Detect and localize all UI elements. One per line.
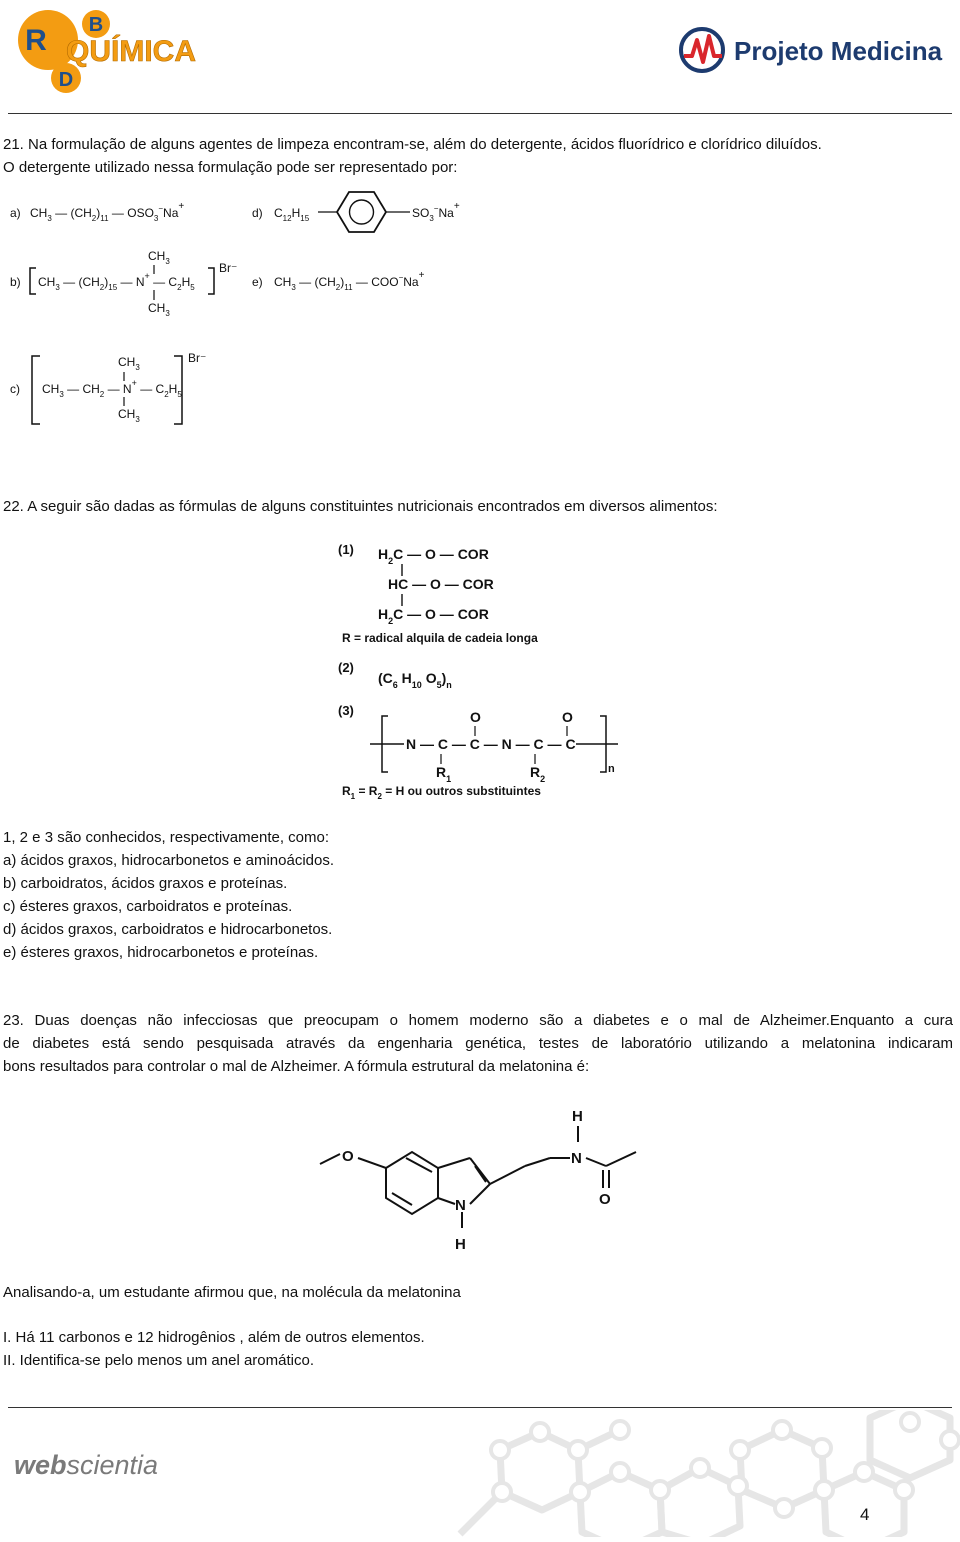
q22-answer-b: b) carboidratos, ácidos graxos e proteínas.	[3, 875, 288, 892]
page-number: 4	[860, 1505, 870, 1524]
structure-1-row2: HC — O — COR	[388, 576, 494, 592]
q23-item-1: I. Há 11 carbonos e 12 hidrogênios , além de outros elementos.	[3, 1329, 425, 1346]
indole-nitrogen: N	[455, 1197, 466, 1214]
logo-word-quimica: QUÍMICA	[66, 35, 196, 68]
structure-2-formula: ($C_6$ $H_{10}$ $O_5)_n$	[378, 670, 452, 690]
option-b-formula: $CH_3$ — $(CH_2)_{15}$ — N+ — $C_2H_5$	[38, 271, 195, 292]
structure-3-note: $R_1 = R_2 = H$ ou outros substituintes	[342, 784, 541, 801]
option-c-label: c)	[10, 382, 20, 396]
melatonin-structure	[310, 1100, 650, 1260]
logo-letter-r: R	[25, 24, 47, 57]
q23-stem-line2: de diabetes está sendo pesquisada através da engenharia genética, testes de laboratório utilizando a melatonina indicaram	[3, 1035, 953, 1052]
q23-analysis: Analisando-a, um estudante afirmou que, na molécula da melatonina	[3, 1284, 461, 1301]
benzene-ring-icon	[337, 192, 386, 232]
svg-text:n: n	[608, 763, 615, 775]
q21-stem-line2: O detergente utilizado nessa formulação pode ser representado por:	[3, 159, 458, 176]
q23-stem-line3: bons resultados para controlar o mal de Alzheimer. A fórmula estrutural da melatonina é:	[3, 1058, 590, 1075]
amide-hydrogen: H	[572, 1108, 583, 1125]
indole-hydrogen: H	[455, 1236, 466, 1253]
header-divider	[8, 113, 952, 114]
q23-item-2: II. Identifica-se pelo menos um anel aromático.	[3, 1352, 314, 1369]
projeto-medicina-text: Projeto Medicina	[734, 36, 943, 66]
q23-stem-line1: 23. Duas doenças não infecciosas que preocupam o homem moderno são a diabetes e o mal de Alzheimer.Enquanto a cura	[3, 1012, 953, 1029]
option-a-formula: $CH_3$ — $(CH_2)_{11}$ — $OSO_3^-Na^+$	[30, 201, 185, 223]
option-d-alkyl: $C_{12}H_{15}$	[274, 206, 310, 223]
option-c-counter-ion: Br⁻	[188, 351, 207, 365]
structure-3-label: (3)	[338, 703, 354, 718]
q22-answer-c: c) ésteres graxos, carboidratos e proteínas.	[3, 898, 293, 915]
structure-1-row3: $H_2C$ — O — COR	[378, 606, 489, 626]
structure-1-label: (1)	[338, 542, 354, 557]
molecule-decoration	[430, 1410, 960, 1537]
q21-stem-line1: 21. Na formulação de alguns agentes de limpeza encontram-se, além do detergente, ácidos fluorídrico e clorídrico diluídos.	[3, 136, 822, 153]
structure-2-label: (2)	[338, 660, 354, 675]
logo-letter-b: B	[88, 14, 104, 36]
q22-answer-intro: 1, 2 e 3 são conhecidos, respectivamente, como:	[3, 829, 330, 846]
svg-text:O: O	[562, 709, 573, 725]
option-e-label: e)	[252, 275, 263, 289]
structure-1-row1: $H_2C$ — O — COR	[378, 546, 489, 566]
q22-stem: 22. A seguir são dadas as fórmulas de alguns constituintes nutricionais encontrados em diversos alimentos:	[3, 498, 718, 515]
carbonyl-oxygen: O	[599, 1191, 611, 1208]
svg-text:CH3: $CH_3$	[118, 355, 140, 372]
structure-1-note: R = radical alquila de cadeia longa	[342, 631, 538, 645]
svg-text:CH3: $CH_3$	[148, 301, 170, 318]
structure-3-chain: N — C — C — N — C — C	[406, 736, 576, 752]
projeto-medicina-logo	[678, 26, 953, 78]
q22-answer-e: e) ésteres graxos, hidrocarbonetos e proteínas.	[3, 944, 319, 961]
option-b-counter-ion: Br⁻	[219, 261, 238, 275]
option-b-label: b)	[10, 275, 21, 289]
q22-answer-d: d) ácidos graxos, carboidratos e hidrocarbonetos.	[3, 921, 333, 938]
footer-divider	[8, 1407, 952, 1408]
q22-answer-a: a) ácidos graxos, hidrocarbonetos e aminoácidos.	[3, 852, 335, 869]
svg-text:O: O	[470, 709, 481, 725]
svg-text:CH3: $CH_3$	[148, 249, 170, 266]
option-c-formula: $CH_3$ — $CH_2$ — N+ — $C_2H_5$	[42, 378, 182, 399]
option-e-formula: $CH_3$ — $(CH_2)_{11}$ — COO−Na+	[274, 270, 425, 292]
svg-text:R2: $R_2$	[530, 764, 546, 784]
amide-nitrogen: N	[571, 1150, 582, 1167]
webscientia-logo	[14, 1450, 158, 1480]
option-d-group: $SO_3^-Na^+$	[412, 201, 460, 223]
q21-structures	[0, 190, 480, 435]
option-a-label: a)	[10, 206, 21, 220]
q22-structures	[330, 536, 630, 806]
webscientia-light: scientia	[66, 1450, 159, 1480]
methoxy-oxygen: O	[342, 1148, 354, 1165]
svg-text:CH3: $CH_3$	[118, 407, 140, 424]
svg-text:R1: $R_1$	[436, 764, 452, 784]
rbd-quimica-logo	[8, 4, 228, 96]
logo-letter-d: D	[58, 69, 74, 91]
webscientia-bold: web	[14, 1450, 67, 1480]
option-d-label: d)	[252, 206, 263, 220]
